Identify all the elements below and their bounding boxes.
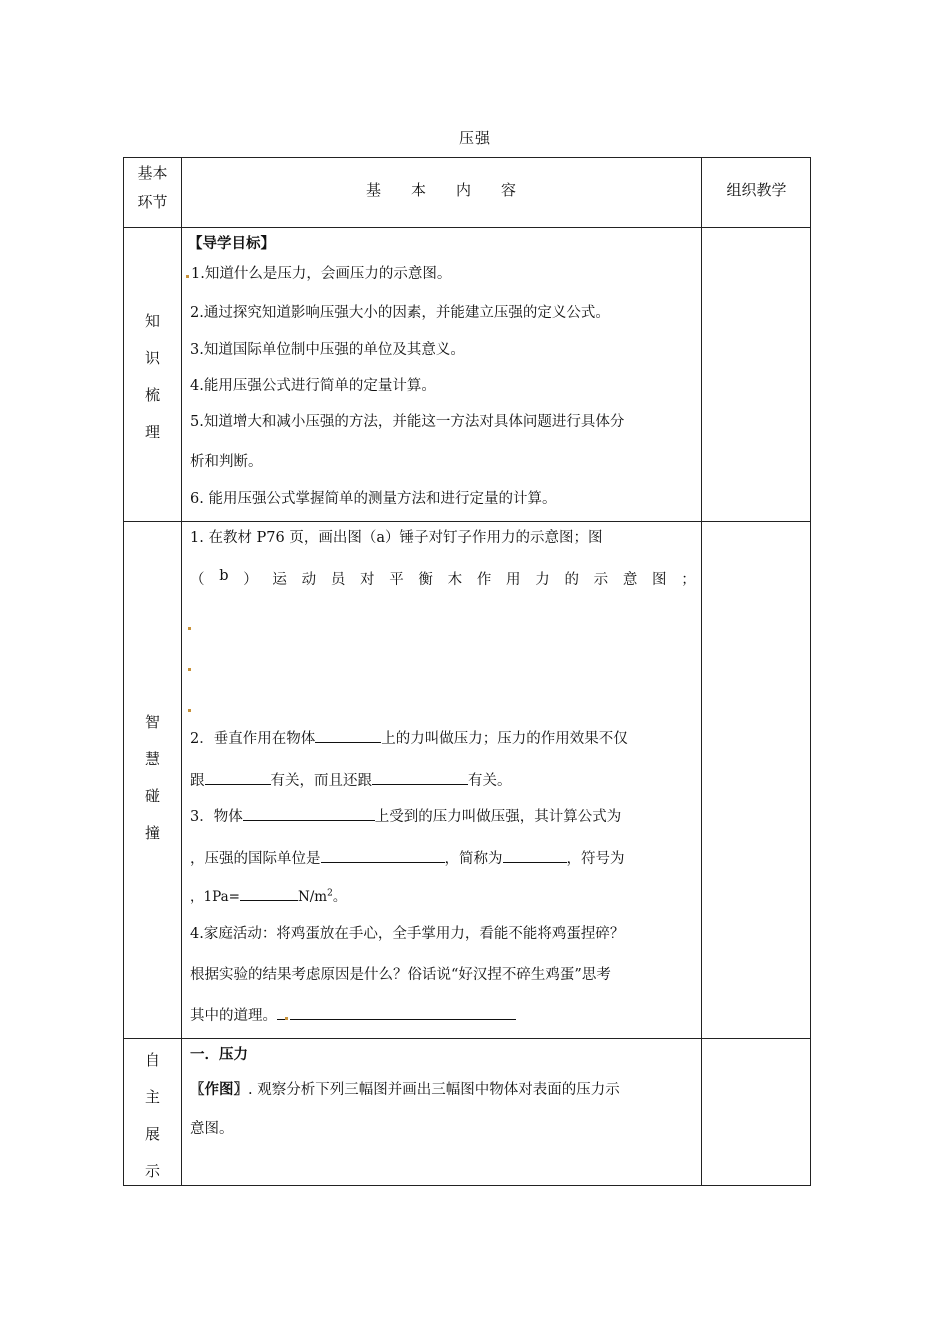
question-1-line2: （ b ） 运 动 员 对 平 衡 木 作 用 力 的 示 意 图 ； — [190, 568, 696, 588]
section1-label-char: 知 — [144, 312, 160, 330]
section3-label — [124, 1042, 181, 1190]
row-divider-2 — [124, 1038, 810, 1039]
header-organize: 组织教学 — [726, 181, 787, 199]
header-stage-line2: 环节 — [137, 193, 168, 211]
answer-blank[interactable] — [277, 1005, 285, 1020]
section3-label-char: 自 — [144, 1051, 160, 1069]
objective-item: 4.能用压强公式进行简单的定量计算。 — [190, 378, 436, 394]
question-2-line1: 2．垂直作用在物体 上的力叫做压力；压力的作用效果不仅 — [190, 727, 696, 748]
section2-label-char: 撞 — [144, 824, 160, 842]
question-2-line2: 跟 有关，而且还跟 有关。 — [190, 769, 696, 790]
section3-label-char: 主 — [144, 1088, 160, 1106]
objective-item: 2.通过探究知道影响压强大小的因素，并能建立压强的定义公式。 — [190, 305, 610, 321]
section2-label-char: 碰 — [144, 787, 160, 805]
header-content: 基 本 内 容 — [365, 181, 516, 199]
question-4-line3: 其中的道理。 — [190, 1004, 696, 1025]
drawing-task-line2: 意图。 — [190, 1121, 234, 1137]
objective-item: 5.知道增大和减小压强的方法，并能这一方法对具体问题进行具体分 — [190, 414, 625, 430]
row-divider-1 — [124, 521, 810, 522]
header-stage-line1: 基本 — [137, 164, 168, 182]
column-divider-2 — [701, 158, 702, 1185]
pressure-heading: 一．压力 — [190, 1047, 248, 1063]
lesson-table — [123, 157, 811, 1186]
answer-blank[interactable] — [243, 806, 375, 821]
answer-blank[interactable] — [290, 1005, 516, 1020]
question-3-line2: ，压强的国际单位是 ，简称为 ，符号为 — [190, 847, 696, 868]
answer-blank[interactable] — [503, 848, 567, 863]
answer-blank[interactable] — [321, 848, 445, 863]
header-stage-cell — [124, 162, 181, 212]
marker-dot — [188, 656, 193, 675]
question-4-line2: 根据实验的结果考虑原因是什么？俗话说“好汉捏不碎生鸡蛋”思考 — [190, 967, 611, 983]
section1-label-char: 理 — [144, 423, 160, 441]
section1-label — [124, 303, 181, 451]
objective-item: 6. 能用压强公式掌握简单的测量方法和进行定量的计算。 — [190, 491, 557, 507]
page-title: 压强 — [458, 129, 491, 147]
section1-label-char: 梳 — [144, 386, 160, 404]
column-divider-1 — [181, 158, 182, 1185]
marker-dot — [188, 615, 193, 634]
row-divider-header — [124, 227, 810, 228]
answer-blank[interactable] — [315, 728, 381, 743]
section2-label-char: 智 — [144, 713, 160, 731]
section2-label — [124, 704, 181, 852]
objective-item: 析和判断。 — [190, 454, 263, 470]
answer-blank[interactable] — [240, 886, 298, 901]
marker-dot — [188, 697, 193, 716]
question-4-line1: 4.家庭活动：将鸡蛋放在手心，全手掌用力，看能不能将鸡蛋捏碎？ — [190, 926, 625, 942]
objective-item: 1.知道什么是压力，会画压力的示意图。 — [190, 262, 696, 283]
question-1-line1: 1. 在教材 P76 页，画出图（a）锤子对钉子作用力的示意图；图 — [190, 530, 603, 546]
objectives-heading: 【导学目标】 — [188, 236, 275, 252]
question-3-line1: 3．物体 上受到的压力叫做压强，其计算公式为 — [190, 805, 696, 826]
question-3-line3: ，$1Pa= N/m^2$。 — [190, 885, 696, 905]
section3-label-char: 展 — [144, 1125, 160, 1143]
section3-label-char: 示 — [144, 1162, 160, 1180]
objective-item: 3.知道国际单位制中压强的单位及其意义。 — [190, 342, 465, 358]
section2-label-char: 慧 — [144, 750, 160, 768]
drawing-task-line1: 〖作图〗. 观察分析下列三幅图并画出三幅图中物体对表面的压力示 — [190, 1082, 620, 1098]
answer-blank[interactable] — [205, 770, 271, 785]
answer-blank[interactable] — [372, 770, 468, 785]
section1-label-char: 识 — [144, 349, 160, 367]
